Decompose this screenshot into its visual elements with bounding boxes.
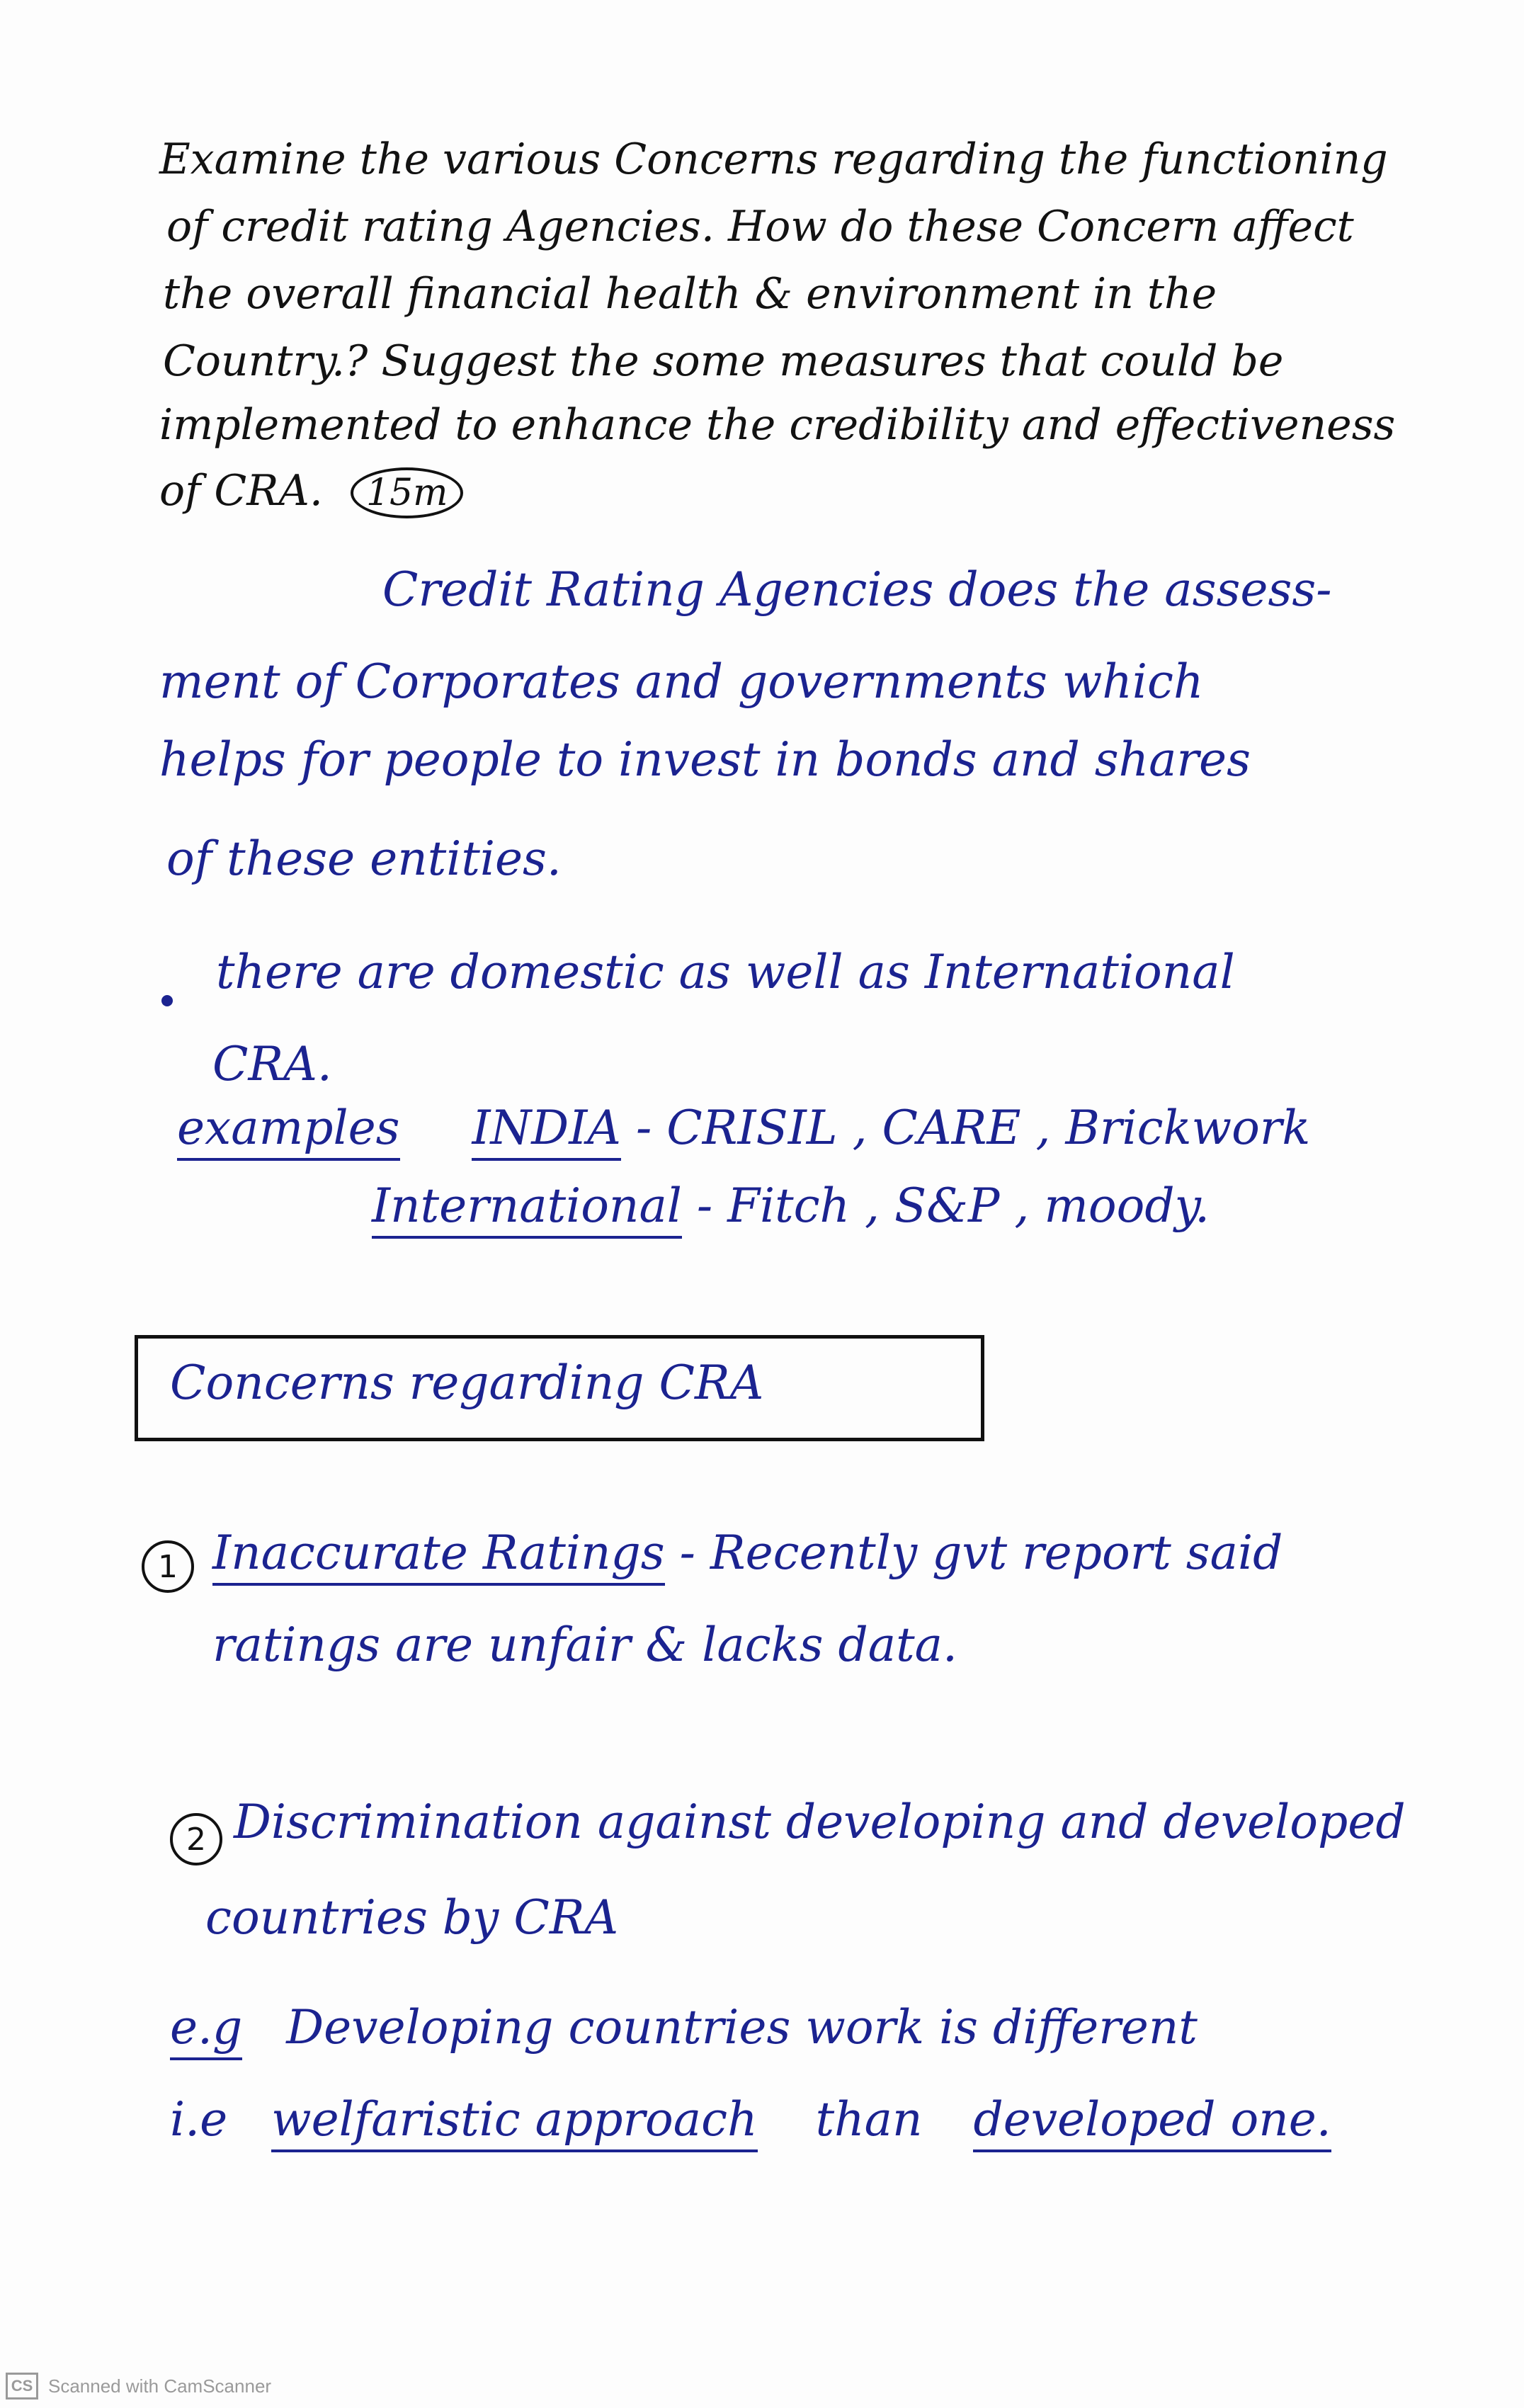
question-cra-text: of CRA. xyxy=(159,466,323,516)
question-line-1: Examine the various Concerns regarding the functioning xyxy=(159,135,1388,184)
point-1-title-rest: - Recently gvt report said xyxy=(679,1526,1283,1580)
intro-line-3: helps for people to invest in bonds and shares xyxy=(159,732,1251,787)
bullet-line-1: there are domestic as well as International xyxy=(216,945,1235,999)
intro-line-4: of these entities. xyxy=(166,831,562,886)
examples-international-row xyxy=(372,1179,1210,1233)
point-2-line-1: Discrimination against developing and developed xyxy=(234,1795,1406,1849)
intro-line-2: ment of Corporates and governments which xyxy=(159,654,1204,709)
point-2-number: 2 xyxy=(170,1813,222,1865)
ie-label: i.e xyxy=(170,2092,228,2147)
international-label: International xyxy=(372,1179,682,1239)
point-1-number: 1 xyxy=(142,1540,194,1593)
bullet-line-2: CRA. xyxy=(212,1037,332,1091)
point-2-line-2: countries by CRA xyxy=(205,1890,619,1945)
question-line-2: of credit rating Agencies. How do these Concern affect xyxy=(166,202,1354,251)
question-line-5: implemented to enhance the credibility and effectiveness xyxy=(159,400,1396,450)
question-line-6 xyxy=(159,467,463,518)
international-values: - Fitch , S&P , moody. xyxy=(696,1179,1210,1233)
point-1-line-1 xyxy=(212,1526,1283,1580)
ie-text-1: welfaristic approach xyxy=(271,2092,758,2152)
question-line-3: the overall financial health & environment in the xyxy=(163,269,1217,319)
india-label: INDIA xyxy=(472,1101,620,1161)
camscanner-logo-icon: CS xyxy=(6,2373,38,2400)
examples-india-row xyxy=(177,1101,1311,1155)
section-heading: Concerns regarding CRA xyxy=(170,1356,764,1410)
eg-label: e.g xyxy=(170,2000,242,2060)
point-2-eg-row xyxy=(170,2000,1198,2055)
camscanner-footer xyxy=(6,2373,271,2400)
ie-text-2: than xyxy=(815,2092,923,2147)
marks-badge: 15m xyxy=(351,467,463,518)
point-1-line-2: ratings are unfair & lacks data. xyxy=(212,1618,957,1672)
eg-text: Developing countries work is different xyxy=(286,2000,1198,2055)
examples-label: examples xyxy=(177,1101,400,1161)
bullet-dot xyxy=(161,995,173,1006)
point-1-title: Inaccurate Ratings xyxy=(212,1526,665,1586)
ie-text-3: developed one. xyxy=(973,2092,1331,2152)
india-values: - CRISIL , CARE , Brickwork xyxy=(635,1101,1311,1155)
point-2-ie-row xyxy=(170,2092,1331,2147)
camscanner-text: Scanned with CamScanner xyxy=(48,2375,272,2397)
question-line-4: Country.? Suggest the some measures that could be xyxy=(163,336,1284,386)
intro-line-1: Credit Rating Agencies does the assess- xyxy=(382,562,1332,617)
